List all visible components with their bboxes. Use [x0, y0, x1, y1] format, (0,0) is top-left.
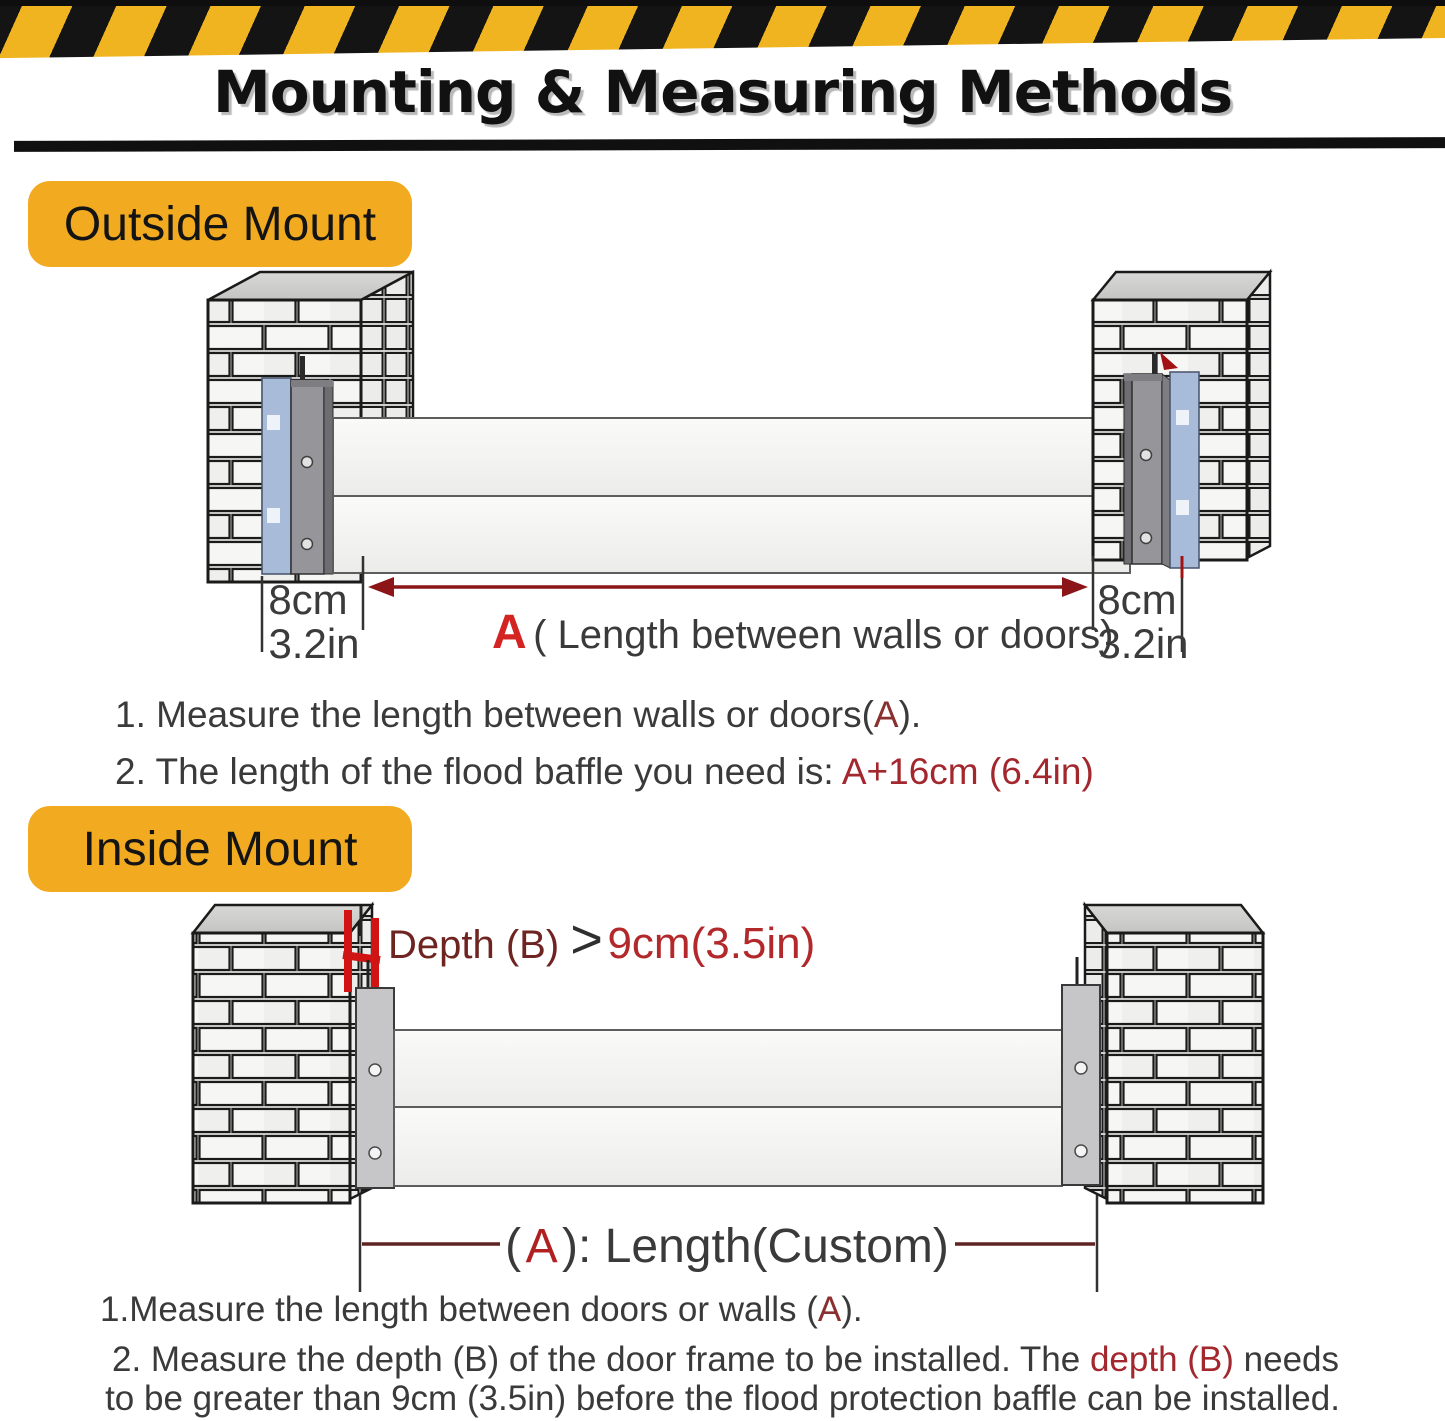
outside-mount-diagram [0, 258, 1445, 690]
outside-steps [115, 694, 1094, 808]
inside-mount-badge: Inside Mount [28, 806, 412, 892]
dim-left-cm: 8cm [268, 576, 348, 623]
title-underbar [14, 137, 1445, 152]
inside-mount-diagram [0, 898, 1445, 1298]
text-run: A [873, 694, 899, 735]
outside-right-channel [1124, 374, 1170, 568]
span-arrow [368, 577, 1088, 597]
screw-hole [1075, 1145, 1087, 1157]
text-run: depth (B) [1089, 1340, 1234, 1379]
page-title: Mounting & Measuring Methods [213, 58, 1232, 126]
span-label: A ( Length between walls or doors) [492, 606, 1114, 659]
screw-hole [1141, 450, 1152, 461]
outside-barrier-panels [333, 418, 1130, 573]
dim-left-in: 3.2in [268, 620, 360, 667]
dim-right-cm: 8cm [1097, 576, 1177, 623]
outside-left-blue-strip [262, 378, 291, 574]
inside-steps-line-3 [0, 1379, 1445, 1419]
text-run: 2. The length of the flood baffle you need is: [115, 751, 842, 792]
text-run: A [817, 1290, 842, 1329]
text-run: needs [1233, 1340, 1340, 1379]
outside-mount-badge: Outside Mount [28, 181, 412, 267]
anchor-bolt [300, 356, 305, 382]
inside-barrier-panels [394, 1030, 1062, 1186]
screw-hole [369, 1064, 381, 1076]
length-label: ( A ): Length(Custom) [505, 1220, 949, 1273]
text-run: 1. Measure the length between walls or doors( [115, 694, 874, 735]
inside-left-channel [356, 988, 394, 1188]
dim-right-in: 3.2in [1097, 620, 1189, 667]
screw-hole [1141, 533, 1152, 544]
outside-right-blue-strip [1170, 372, 1199, 568]
text-run: ). [841, 1290, 863, 1329]
inside-steps-line-2 [112, 1340, 1339, 1380]
banner-top-line [0, 0, 1445, 6]
text-run: to be greater than 9cm (3.5in) before the flood protection baffle can be installed. [105, 1379, 1340, 1418]
inside-dimensions [360, 1195, 1097, 1292]
text-run: 1.Measure the length between doors or walls ( [100, 1290, 818, 1329]
step-line [115, 694, 1094, 736]
step-line [115, 751, 1094, 793]
text-run: A+16cm (6.4in) [841, 751, 1094, 792]
screw-hole [369, 1147, 381, 1159]
text-run: ). [898, 694, 922, 735]
inside-steps-line-1 [100, 1290, 863, 1330]
outside-right-pillar [1093, 272, 1270, 568]
screw-hole [1075, 1062, 1087, 1074]
depth-label: Depth (B) > 9cm(3.5in) [388, 907, 816, 970]
screw-hole [302, 457, 313, 468]
inside-right-channel [1062, 985, 1100, 1185]
text-run: 2. Measure the depth (B) of the door frame to be installed. The [112, 1340, 1090, 1379]
screw-hole [302, 539, 313, 550]
hazard-banner [0, 0, 1445, 154]
inside-left-pillar [193, 905, 394, 1203]
outside-left-channel [291, 380, 333, 574]
inside-right-pillar [1062, 905, 1263, 1203]
